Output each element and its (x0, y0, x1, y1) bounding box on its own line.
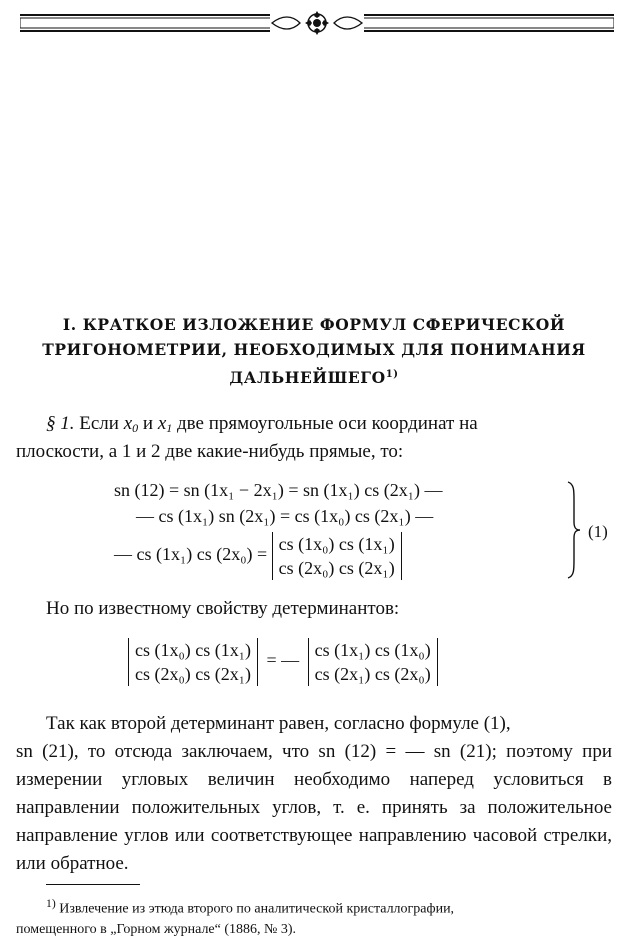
heading-footnote-mark: 1) (385, 369, 399, 380)
determinant (272, 532, 402, 580)
left-det-row-2: cs (2x₀) cs (2x₁) (135, 664, 252, 684)
p3-line-1: Так как второй детерминант равен, согласно формуле (1), (46, 713, 511, 734)
paragraph-1 (16, 410, 612, 466)
formula-line-2: — cs (1x₁) sn (2x₁) = cs (1x₀) cs (2x₁) — (136, 506, 434, 526)
equals-minus: = — (266, 650, 300, 671)
var-x1: $x_1$ (157, 413, 173, 435)
footnote-line-2: помещенного в „Горном журнале“ (1886, № 3). (16, 921, 297, 937)
p1-word-and: и (142, 413, 154, 434)
det-row-1: cs (1x₀) cs (1x₁) (278, 534, 395, 554)
footnote (16, 894, 612, 940)
determinant-equation (128, 638, 438, 686)
right-det-row-2: cs (2x₁) cs (2x₀) (314, 664, 431, 684)
formula-1 (100, 478, 620, 588)
left-det-row-1: cs (1x₀) cs (1x₁) (135, 640, 252, 660)
footnote-line-1: Извлечение из этюда второго по аналитической кристаллографии, (59, 901, 455, 917)
p3-continuation: sn (21), то отсюда заключаем, что sn (12) = — sn (21); поэтому при измерении угловых величин необходимо наперед условиться в направлении положительных углов, т. е. принять за положительное направление углов или соответствующее направлению часовой стрелки, или обратное. (16, 741, 612, 874)
heading-text: I. КРАТКОЕ ИЗЛОЖЕНИЕ ФОРМУЛ СФЕРИЧЕСКОЙ ТРИГОНОМЕТРИИ, НЕОБХОДИМЫХ ДЛЯ ПОНИМАНИЯ ДАЛЬНЕЙШЕГО (42, 315, 586, 388)
paragraph-2: Но по известному свойству детерминантов: (46, 598, 400, 619)
chapter-heading (40, 312, 588, 390)
right-brace (562, 478, 582, 582)
formula-line-3 (114, 532, 402, 580)
formula-line-3-lhs: — cs (1x₁) cs (2x₀) = (114, 544, 268, 565)
formula-line-1: sn (12) = sn (1x₁ − 2x₁) = sn (1x₁) cs (2x₁) — (114, 480, 443, 500)
left-determinant (128, 638, 258, 686)
right-det-row-1: cs (1x₁) cs (1x₀) (314, 640, 431, 660)
var-x0: $x_0$ (123, 413, 139, 435)
p1-text: две прямоугольные оси координат на (177, 413, 478, 434)
right-determinant (308, 638, 438, 686)
footnote-rule (46, 884, 140, 885)
p1-word-if: Если (79, 413, 119, 434)
p1-line-2: плоскости, а 1 и 2 две какие-нибудь прямые, то: (16, 441, 404, 462)
header-ornament (20, 10, 614, 36)
section-number: § 1. (46, 413, 75, 434)
paragraph-3 (16, 710, 612, 878)
equation-number: (1) (588, 522, 608, 541)
det-row-2: cs (2x₀) cs (2x₁) (278, 558, 395, 578)
footnote-mark: 1) (46, 897, 56, 910)
